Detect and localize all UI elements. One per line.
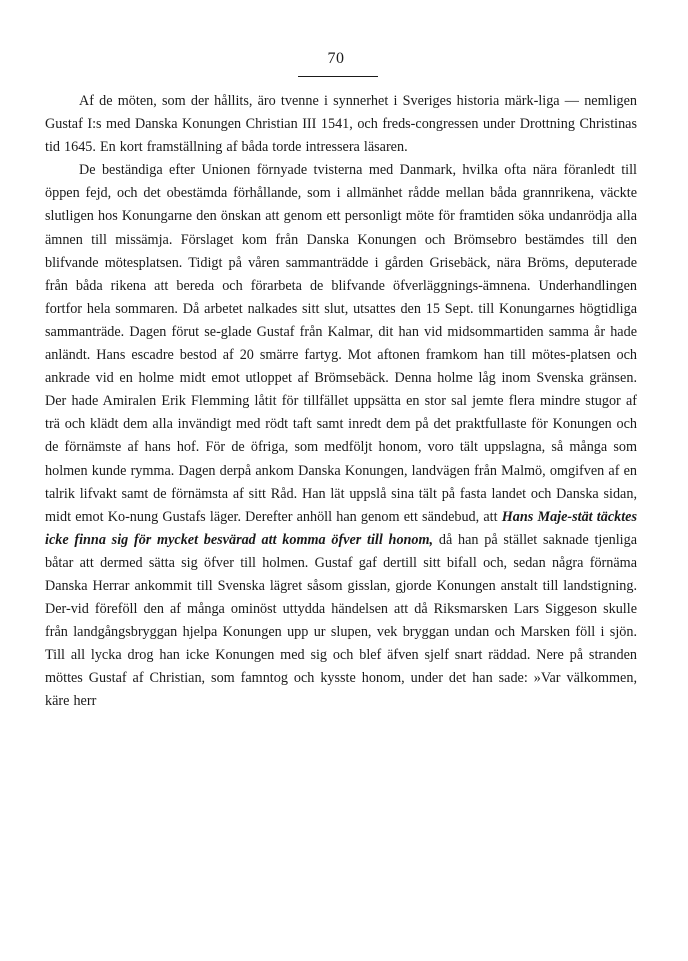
paragraph-main-emphasis: Hans Maje-stät täcktes icke finna sig för mycket besvärad att komma öfver till honom, bbox=[45, 508, 637, 548]
paragraph-main-before: De beständiga efter Unionen förnyade tvisterna med Danmark, hvilka ofta nära föranledt till öppen fejd, och det obestämda förhållande, som i allmänhet rådde mellan båda grannrikena, väckte slutligen hos Konungarne den önskan att genom ett personligt möte för framtiden söka undanrödja alla ämnen till missämja. Förslaget kom från Danska Konungen och Brömsebro bestämdes till den blifvande mötesplatsen. Tidigt på våren sammanträdde i gården Grisebäck, nära Bröms, deputerade från båda rikena att bereda och förarbeta de blifvande öfverläggnings-ämnena. Underhandlingen fortfor hela sommaren. Då arbetet nalkades sitt slut, utsattes den 15 Sept. till Konungarnes högtidliga sammanträde. Dagen förut se-glade Gustaf från Kalmar, dit han vid midsommartiden samma år hade anländt. Hans escadre bestod af 20 smärre fartyg. Mot aftonen framkom han till mötes-platsen och ankrade vid en holme midt emot utloppet af Brömsebäck. Denna holme låg inom Svenska gränsen. Der hade Amiralen Erik Flemming låtit för tillfället uppsätta en stor sal jemte flera mindre stugor af trä och klädt dem alla invändigt med rödt taft samt inredt dem på det praktfullaste för Konungen och de förnämste af hans hof. För de öfriga, som medföljt honom, voro tält uppslagna, så många som holmen kunde rymma. Dagen derpå ankom Danska Konungen, landvägen från Malmö, omgifven af en talrik lifvakt samt de förnämsta af sitt Råd. Han lät uppslå sina tält på fasta landet och Danska sidan, midt emot Ko-nung Gustafs läger. Derefter anhöll han genom ett sändebud, att bbox=[45, 162, 637, 525]
page-number: 70 bbox=[327, 50, 345, 67]
body-text bbox=[45, 90, 637, 714]
paragraph-main-after: då han på stället saknade tjenliga båtar att dermed sätta sig öfver till holmen. Gustaf gaf dertill sitt bifall och, sedan några förnäma Danska Herrar ankommit till Svenska lägret såsom gisslan, gjorde Konungen anstalt till landstigning. Der-vid föreföll den af många ominöst uttydda händelsen att då Riksmarsken Lars Siggeson skulle från landgångsbryggan hjelpa Konungen upp ur slupen, vek bryggan undan och Marsken föll i sjön. Till all lycka drog han icke Konungen med sig och blef äfven sjelf snart räddad. Nere på stranden möttes Gustaf af Christian, som famntog och kysste honom, under det han sade: »Var välkommen, käre herr bbox=[45, 531, 637, 710]
paragraph-intro: Af de möten, som der hållits, äro tvenne i synnerhet i Sveriges historia märk-liga — nemligen Gustaf I:s med Danska Konungen Christian III 1541, och freds-congressen under Drottning Christinas tid 1645. En kort framställning af båda torde intressera läsaren. bbox=[45, 93, 637, 156]
header-rule bbox=[298, 76, 378, 77]
paragraph-main bbox=[45, 159, 637, 713]
